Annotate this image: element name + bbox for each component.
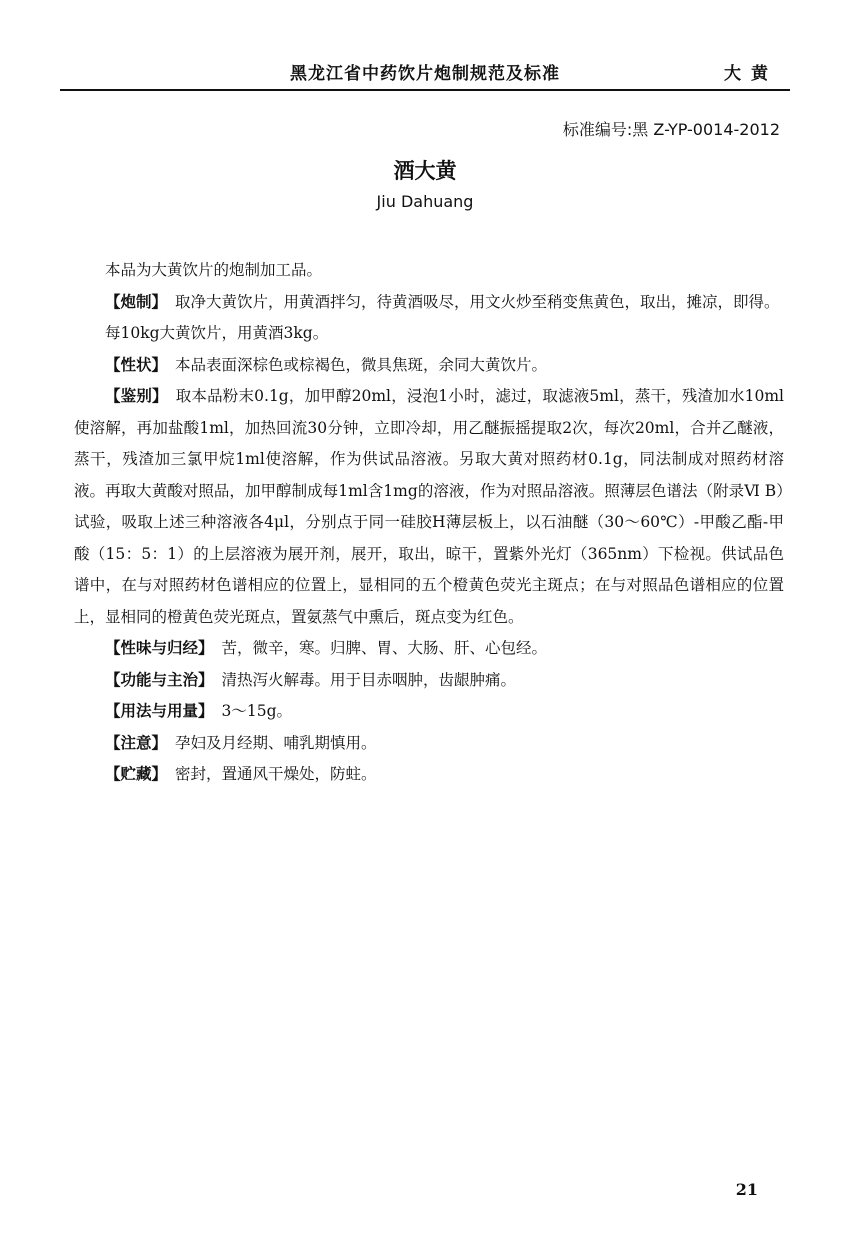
nature-meridian-text: 苦，微辛，寒。归脾、胃、大肠、肝、心包经。 bbox=[221, 639, 548, 657]
identification-text: 取本品粉末0.1g，加甲醇20ml，浸泡1小时，滤过，取滤液5ml，蒸干，残渣加水10ml使溶解，再加盐酸1ml，加热回流30分钟，立即冷却，用乙醚振摇提取2次，每次20ml，合并乙醚液，蒸干，残渣加三氯甲烷1ml使溶解，作为供试品溶液。另取大黄对照药材0.1g，同法制成对照药材溶液。再取大黄酸对照品，加甲醇制成每1ml含1mg的溶液，作为对照品溶液。照薄层色谱法（附录Ⅵ B）试验，吸取上述三种溶液各4μl，分别点于同一硅胶H薄层板上，以石油醚（30～60℃）-甲酸乙酯-甲酸（15：5：1）的上层溶液为展开剂，展开，取出，晾干，置紫外光灯（365nm）下检视。供试品色谱中，在与对照药材色谱相应的位置上，显相同的五个橙黄色荧光主斑点；在与对照品色谱相应的位置上，显相同的橙黄色荧光斑点，置氨蒸气中熏后，斑点变为红色。 bbox=[74, 387, 784, 626]
standard-number: 标准编号:黑 Z-YP-0014-2012 bbox=[562, 120, 780, 139]
character-section bbox=[74, 350, 784, 382]
dosage-label: 【用法与用量】 bbox=[105, 702, 214, 720]
identification-section bbox=[74, 381, 784, 633]
page-number: 21 bbox=[735, 1180, 758, 1199]
function-section bbox=[74, 665, 784, 697]
dosage-text: 3～15g。 bbox=[221, 702, 293, 720]
nature-meridian-section bbox=[74, 633, 784, 665]
page-title: 酒大黄 bbox=[393, 159, 457, 183]
running-header bbox=[60, 55, 790, 91]
storage-text: 密封，置通风干燥处，防蛀。 bbox=[175, 765, 377, 783]
pinyin-title: Jiu Dahuang bbox=[376, 192, 474, 211]
running-header-title: 黑龙江省中药饮片炮制规范及标准 bbox=[290, 64, 560, 84]
processing-note: 每10kg大黄饮片，用黄酒3kg。 bbox=[105, 324, 329, 342]
intro-paragraph: 本品为大黄饮片的炮制加工品。 bbox=[105, 261, 323, 279]
caution-section bbox=[74, 728, 784, 760]
storage-label: 【贮藏】 bbox=[105, 765, 168, 783]
processing-label: 【炮制】 bbox=[105, 292, 168, 311]
dosage-section bbox=[74, 696, 784, 728]
storage-section bbox=[74, 759, 784, 791]
running-header-section: 大黄 bbox=[724, 64, 778, 84]
caution-label: 【注意】 bbox=[105, 733, 168, 752]
identification-label: 【鉴别】 bbox=[105, 387, 168, 405]
processing-text: 取净大黄饮片，用黄酒拌匀，待黄酒吸尽，用文火炒至稍变焦黄色，取出，摊凉，即得。 bbox=[175, 292, 780, 311]
character-label: 【性状】 bbox=[105, 355, 168, 374]
caution-text: 孕妇及月经期、哺乳期慎用。 bbox=[175, 733, 377, 752]
function-label: 【功能与主治】 bbox=[105, 670, 214, 689]
processing-section bbox=[74, 287, 784, 319]
nature-meridian-label: 【性味与归经】 bbox=[105, 639, 214, 657]
function-text: 清热泻火解毒。用于目赤咽肿，齿龈肿痛。 bbox=[221, 670, 517, 689]
monograph-body bbox=[74, 255, 784, 791]
character-text: 本品表面深棕色或棕褐色，微具焦斑，余同大黄饮片。 bbox=[175, 355, 548, 374]
